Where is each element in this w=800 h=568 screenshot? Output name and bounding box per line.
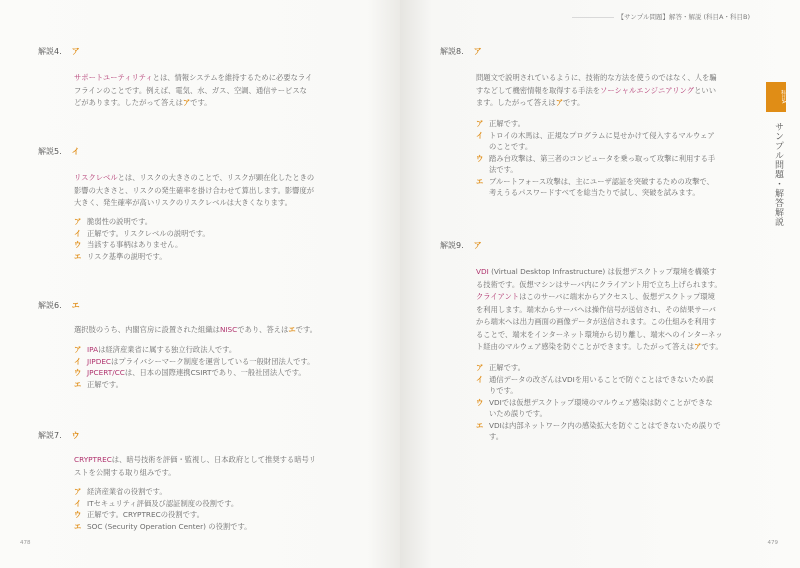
answer-mark: ア — [182, 98, 191, 107]
option-marker: イ — [476, 374, 484, 384]
explanation-6-heading: 解説6. エ — [38, 301, 80, 310]
text-segment: とは、情報システムを維持するために必要なライ — [152, 73, 313, 82]
text-line — [476, 329, 723, 342]
explanation-5-heading: 解説5. イ — [38, 147, 80, 156]
text-segment: といい — [694, 85, 717, 95]
answer-mark: エ — [288, 325, 296, 334]
text-segment: ストを公開する取り組みです。 — [74, 467, 176, 477]
option-marker: イ — [476, 130, 484, 140]
page-number-left: 478 — [20, 540, 31, 546]
explanation-7-heading: 解説7. ウ — [38, 431, 80, 440]
highlighted-term: JIPDEC — [87, 356, 112, 366]
option-marker: ウ — [74, 240, 82, 249]
option-row — [74, 251, 210, 263]
explanation-4-text — [74, 72, 312, 110]
text-line — [476, 316, 723, 329]
text-segment: フラインのことです。例えば、電気、水、ガス、空調、通信サービスな — [74, 85, 307, 95]
text-segment: 問題文で説明されているように、技術的な方法を使うのではなく、人を騙 — [476, 73, 717, 82]
option-text: 正解です。リスクレベルの説明です。 — [87, 228, 210, 238]
option-text: 脆弱性の説明です。 — [87, 217, 153, 226]
option-marker: ウ — [476, 397, 484, 407]
text-line — [476, 291, 723, 304]
option-row — [74, 344, 314, 356]
text-segment: すなどして機密情報を取得する手法を — [476, 85, 601, 95]
option-text: 通信データの改ざんはVDIを用いることで防ぐことはできないため誤 — [489, 374, 714, 384]
option-text: IPAは経済産業省に属する独立行政法人です。 — [87, 345, 237, 354]
text-segment: です。 — [701, 342, 723, 351]
text-line — [476, 85, 717, 98]
option-text: VDIでは仮想デスクトップ環境のマルウェア感染は防ぐことができな — [489, 397, 713, 407]
text-line — [476, 341, 723, 354]
right-page — [400, 0, 800, 568]
text-segment: を利用します。端末からサーバへは操作信号が送信され、その結果サーバ — [476, 304, 716, 314]
text-line — [74, 185, 314, 198]
explanation-4-heading: 解説4. ア — [38, 47, 80, 56]
highlighted-term: クライアント — [476, 292, 520, 301]
answer-mark: ア — [694, 342, 702, 351]
option-text: SOC (Security Operation Center) の役割です。 — [87, 521, 252, 531]
explanation-6-text — [74, 324, 317, 337]
option-row — [74, 509, 251, 521]
option-text: 当該する事柄はありません。 — [87, 240, 183, 249]
text-line — [74, 324, 317, 337]
text-line — [74, 454, 316, 467]
text-line — [74, 85, 312, 98]
option-marker: イ — [74, 498, 82, 508]
option-marker: ア — [476, 363, 484, 372]
text-segment: (Virtual Desktop Infrastructure) は仮想デスクトップ環境を構築す — [488, 267, 717, 276]
option-text: トロイの木馬は、正規なプログラムに見せかけて侵入するマルウェア — [489, 130, 715, 140]
option-row — [74, 521, 251, 533]
option-text-continued: 考えうるパスワードすべてを総当たりで試し、突破を試みます。 — [489, 188, 700, 197]
option-row — [74, 486, 251, 498]
option-row — [476, 118, 715, 130]
text-segment: 選択肢のうち、内閣官房に設置された組織は — [74, 325, 220, 334]
explanation-5-options — [74, 216, 210, 262]
option-row — [476, 362, 721, 374]
option-marker: ウ — [74, 368, 82, 377]
explanation-7-options — [74, 486, 251, 532]
option-marker: ア — [74, 345, 82, 354]
explanation-8-heading: 解説8. ア — [440, 47, 482, 56]
option-row — [74, 239, 210, 251]
section-tab-label: サンプル問題・解答解説 — [773, 122, 783, 227]
option-row — [74, 228, 210, 240]
text-segment: ることで、端末をインターネット環境から切り離し、端末へのインターネッ — [476, 329, 723, 339]
option-row — [74, 367, 314, 379]
option-marker: エ — [476, 176, 484, 186]
text-line — [74, 172, 314, 185]
option-row — [476, 397, 721, 409]
option-text-continued: 法です。 — [489, 165, 518, 174]
option-row — [476, 374, 721, 386]
text-segment: はこのサーバに端末からアクセスし、仮想デスクトップ環境 — [519, 292, 715, 301]
text-line — [476, 72, 717, 85]
text-segment: ます。したがって答えは — [476, 98, 556, 107]
option-row — [476, 176, 715, 188]
text-line — [74, 197, 314, 210]
option-text: JIPDECはプライバシーマーク制度を運営している一般財団法人です。 — [87, 356, 315, 366]
option-text: 正解です。 — [87, 379, 123, 389]
option-marker: エ — [74, 251, 82, 261]
text-segment: とは、リスクの大きさのことで、リスクが顕在化したときの — [117, 173, 315, 182]
text-segment: は、暗号技術を評価・監視し、日本政府として推奨する暗号リ — [111, 455, 317, 464]
text-line — [476, 279, 723, 292]
option-row — [476, 130, 715, 142]
option-marker: イ — [74, 228, 82, 238]
option-text: ITセキュリティ評価及び認証制度の役割です。 — [87, 498, 239, 508]
option-marker: エ — [476, 420, 484, 430]
option-row — [476, 420, 721, 432]
text-segment: であり、答えは — [237, 325, 289, 334]
highlighted-term: NISC — [219, 325, 238, 334]
text-line — [74, 97, 312, 110]
explanation-9-heading: 解説9. ア — [440, 241, 482, 250]
answer-mark: ア — [555, 98, 563, 107]
option-marker: ウ — [74, 510, 82, 519]
option-text-continued: いため誤りです。 — [489, 409, 547, 418]
option-text-continued: す。 — [489, 432, 504, 441]
text-segment: から端末へは出力画面の画像データが送信されます。この仕組みを利用す — [476, 317, 717, 326]
option-text: リスク基準の説明です。 — [87, 251, 167, 261]
explanation-5-text — [74, 172, 314, 210]
text-segment: どがあります。したがって答えは — [74, 98, 183, 107]
text-segment: です。 — [562, 98, 585, 107]
option-row — [74, 356, 314, 368]
option-marker: エ — [74, 379, 82, 389]
option-marker: エ — [74, 521, 82, 531]
text-segment: です。 — [295, 325, 317, 334]
text-segment: 大きく、発生確率が高いリスクのリスクレベルは大きくなります。 — [74, 198, 292, 207]
running-header: 【サンプル問題】解答・解説 (科目A・科目B) — [572, 12, 750, 21]
highlighted-term: ソーシャルエンジニアリング — [600, 85, 695, 95]
option-text: 経済産業省の役割です。 — [87, 487, 167, 496]
text-line — [74, 467, 316, 480]
option-text: JPCERT/CCは、日本の国際連携CSIRTであり、一般社団法人です。 — [87, 368, 306, 377]
explanation-6-options — [74, 344, 314, 390]
option-text: 正解です。 — [489, 119, 525, 128]
option-row — [74, 379, 314, 391]
option-marker: ア — [476, 119, 484, 128]
explanation-9-options — [476, 362, 721, 443]
option-row — [74, 216, 210, 228]
highlighted-term: JPCERT/CC — [87, 368, 125, 377]
option-row — [476, 153, 715, 165]
option-text: 正解です。CRYPTRECの役割です。 — [87, 510, 204, 519]
option-text: VDIは内部ネットワーク内の感染拡大を防ぐことはできないため誤りで — [489, 420, 721, 430]
explanation-7-text — [74, 454, 316, 479]
highlighted-term: IPA — [87, 345, 99, 354]
option-text-continued: のことです。 — [489, 142, 533, 151]
highlighted-term: CRYPTREC — [74, 455, 112, 464]
option-marker: ア — [74, 217, 82, 226]
text-line — [476, 266, 723, 279]
text-segment: 影響の大きさと、リスクの発生確率を掛け合わせて算出します。影響度が — [74, 185, 315, 195]
option-row — [74, 498, 251, 510]
section-tab: 科目A — [766, 82, 786, 112]
explanation-9-text — [476, 266, 723, 354]
page-number-right: 479 — [767, 540, 778, 546]
explanation-8-options — [476, 118, 715, 199]
option-marker: イ — [74, 356, 82, 366]
option-text: 正解です。 — [489, 363, 525, 372]
option-text-continued: りです。 — [489, 386, 518, 395]
text-line — [476, 97, 717, 110]
highlighted-term: リスクレベル — [74, 173, 118, 182]
option-text: ブルートフォース攻撃は、主にユーザ認証を突破するための攻撃で、 — [489, 176, 714, 186]
text-segment: る技術です。仮想マシンはサーバ内にクライアント用で立ち上げられます。 — [476, 279, 722, 289]
highlighted-term: VDI — [476, 267, 489, 276]
explanation-8-text — [476, 72, 717, 110]
option-text: 踏み台攻撃は、第三者のコンピュータを乗っ取って攻撃に利用する手 — [489, 153, 716, 163]
text-line — [476, 304, 723, 317]
text-line — [74, 72, 312, 85]
option-marker: ウ — [476, 153, 484, 163]
highlighted-term: サポートユーティリティ — [74, 73, 153, 82]
text-segment: です。 — [190, 98, 212, 107]
option-marker: ア — [74, 487, 82, 496]
text-segment: ト経由のマルウェア感染を防ぐことができます。したがって答えは — [476, 342, 695, 351]
